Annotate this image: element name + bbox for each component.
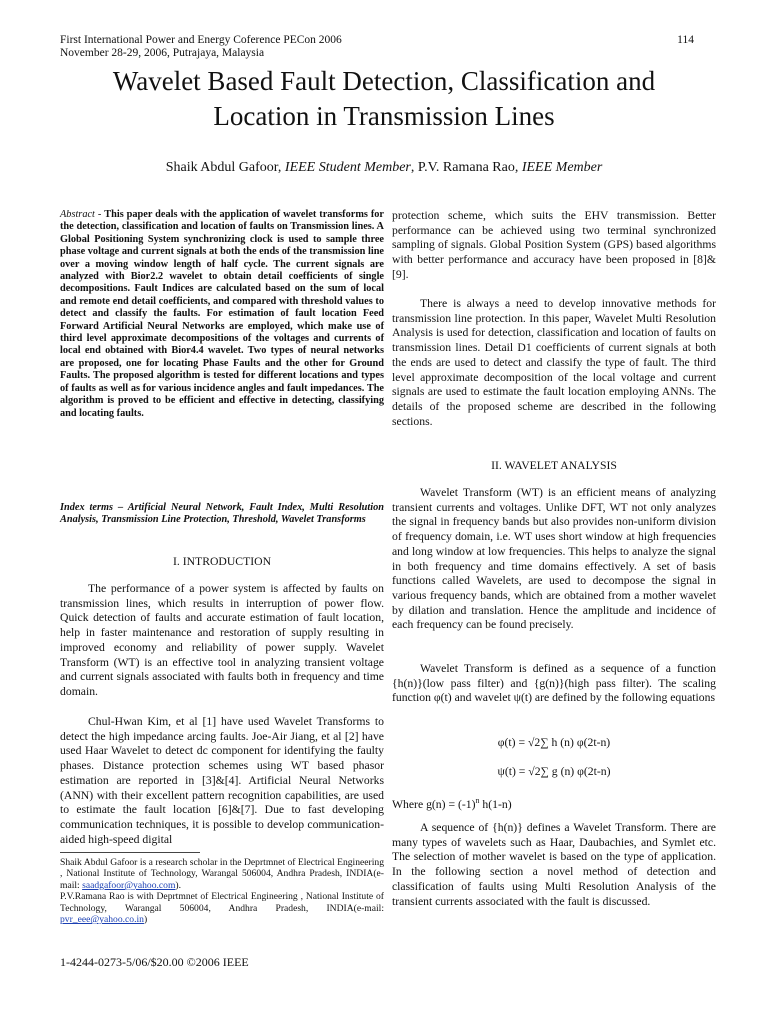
where-suffix: h(1-n) <box>479 797 512 811</box>
section-heading-introduction: I. INTRODUCTION <box>172 555 272 568</box>
right-p2-text: There is always a need to develop innovative methods for transmission line protection. In this paper, Wavelet Multi Resolution Analysis is used for detection, classification and location of faults on transmission lines. Detail D1 coefficients of current signals at both the ends are used to detect and classify the type of fault. The third level approximate decomposition of the local voltage and current signals are used to estimate the fault location employing ANNs. The details of the proposed scheme are described in the following sections. <box>392 297 716 428</box>
author-2-role: IEEE Member <box>521 160 603 175</box>
title-line-2: Location in Transmission Lines <box>213 101 555 131</box>
footnote-divider <box>60 852 200 853</box>
intro-p1-text: The performance of a power system is affected by faults on transmission lines, which results in interruption of power flow. Quick detection of faults and accurate estimation of fault location, help in faster maintenance and restoration of supply resulting in improved economy and reliability of power supply. Wavelet Transform (WT) is an effective tool in analyzing transient voltage and current signals associated with faults both in frequency and time domain. <box>60 582 384 698</box>
paper-title <box>40 64 728 134</box>
title-line-1: Wavelet Based Fault Detection, Classification and <box>112 66 656 96</box>
footnote-2 <box>60 891 384 925</box>
author-1-name: Shaik Abdul Gafoor, <box>165 160 285 175</box>
page-number: 114 <box>677 34 694 46</box>
where-superscript: n <box>475 796 480 805</box>
email-link-gafoor[interactable]: saadgafoor@yahoo.com <box>82 879 176 891</box>
wavelet-paragraph-1 <box>392 486 716 633</box>
intro-p2-text: Chul-Hwan Kim, et al [1] have used Wavelet Transforms to detect the high impedance arcing faults. Joe-Air Jiang, et al [2] have used Haar Wavelet to detect dc component for identifying the faulty phases. Distance protection schemes using WT based phasor estimation are reported in [3]&[4]. Artificial Neural Networks (ANN) with their excellent pattern recognition capabilities, are used to estimate the fault location [6]&[7]. Due to fast developing communication techniques, it is possible to develop communication-aided high-speed digital <box>60 715 384 846</box>
right-paragraph-1 <box>392 209 716 283</box>
wavelet-p3-text: A sequence of {h(n)} defines a Wavelet Transform. There are many types of wavelets such as Haar, Daubachies, and Symlet etc. The selection of mother wavelet is based on the type of application. In the following section a novel method of detection and classification of faults using Multi Resolution Analysis of the transient currents associated with the fault is discussed. <box>392 821 716 908</box>
footnote-1-end: ). <box>175 879 182 891</box>
right-p1-text: protection scheme, which suits the EHV transmission. Better performance can be achieved using two terminal synchronized sampling of signals. Global Position System (GPS) based algorithms with better performance and accuracy have been proposed in [8]&[9]. <box>392 209 716 281</box>
footnotes <box>60 857 384 925</box>
footnote-2-end: ) <box>143 914 148 926</box>
wavelet-paragraph-2 <box>392 662 716 706</box>
footnote-1 <box>60 857 384 891</box>
right-paragraph-2 <box>392 297 716 429</box>
author-2-name: , P.V. Ramana Rao, <box>410 160 522 175</box>
abstract-separator: - <box>94 209 105 220</box>
copyright-notice: 1-4244-0273-5/06/$20.00 ©2006 IEEE <box>60 955 249 969</box>
equation-where-clause <box>392 794 716 813</box>
introduction-paragraph-2 <box>60 715 384 847</box>
authors-line <box>40 160 728 176</box>
email-link-rao[interactable]: pvr_eee@yahoo.co.in <box>60 914 144 926</box>
conference-line-1: First International Power and Energy Coference PECon 2006 <box>60 34 342 46</box>
index-terms: Index terms – Artificial Neural Network, Fault Index, Multi Resolution Analysis, Transmission Line Protection, Threshold, Wavelet Transforms <box>60 502 384 526</box>
conference-header <box>60 34 342 60</box>
footnote-2-text: P.V.Ramana Rao is with Deprtmnet of Electrical Engineering , National Institute of Technology, Warangal 506004, Andhra Pradesh, INDIA(e-mail: <box>60 891 384 914</box>
where-prefix: Where g(n) = (-1) <box>392 797 476 811</box>
wavelet-p1-text: Wavelet Transform (WT) is an efficient means of analyzing transient currents and voltages. Unlike DFT, WT not only analyzes the signal in frequency bands but also provides non-uniform division of frequency domain, i.e. WT uses short window at high frequencies and long window at low frequencies. This helps to analyze the signal in both frequency and time domains effectively. A set of basis functions called Wavelets, are used to decompose the signal in various frequency bands, which are obtained from a mother wavelet by dilation and translation. Hence the amplitude and incidence of each frequency can be found precisely. <box>392 486 716 632</box>
footnote-1-text: Shaik Abdul Gafoor is a research scholar in the Deprtmnet of Electrical Engineering , National Institute of Technology, Warangal 506004, Andhra Pradesh, INDIA(e-mail: <box>60 857 384 891</box>
abstract-label: Abstract <box>60 209 95 220</box>
wavelet-p2-text: Wavelet Transform is defined as a sequence of a function {h(n)}(low pass filter) and {g(n)}(high pass filter). The scaling function φ(t) and wavelet ψ(t) are defined by the following equations <box>392 662 716 705</box>
introduction-paragraph-1 <box>60 582 384 700</box>
author-1-role: IEEE Student Member <box>284 160 411 175</box>
conference-line-2: November 28-29, 2006, Putrajaya, Malaysia <box>60 47 265 59</box>
equation-wavelet-function: ψ(t) = √2∑ g (n) φ(2t-n) <box>497 765 611 778</box>
abstract-body: This paper deals with the application of wavelet transforms for the detection, classification and location of faults on Transmission lines. A Global Positioning System synchronizing clock is used to sample three phase voltage and current signals at both the ends of the transmission line over a moving window length of half cycle. The current signals are analyzed with Bior2.2 wavelet to obtain detail coefficients of single decompositions. Fault Indices are calculated based on the sum of local and remote end detail coefficients, and compared with threshold values to detect and classify the faults. For estimation of fault location Feed Forward Artificial Neural Networks are employed, which make use of third level approximate decompositions of the voltages and currents of local end obtained with Bior4.4 wavelet. Two types of neural networks are proposed, one for locating Phase Faults and the other for Ground Faults. The proposed algorithm is tested for different locations and types of faults as well as for various incidence angles and fault impedances. The algorithm is proved to be efficient and effective in detecting, classifying and locating faults. <box>60 209 384 419</box>
abstract <box>60 209 384 420</box>
wavelet-paragraph-3 <box>392 821 716 909</box>
equation-scaling-function: φ(t) = √2∑ h (n) φ(2t-n) <box>497 736 611 749</box>
section-heading-wavelet-analysis: II. WAVELET ANALYSIS <box>491 459 617 472</box>
